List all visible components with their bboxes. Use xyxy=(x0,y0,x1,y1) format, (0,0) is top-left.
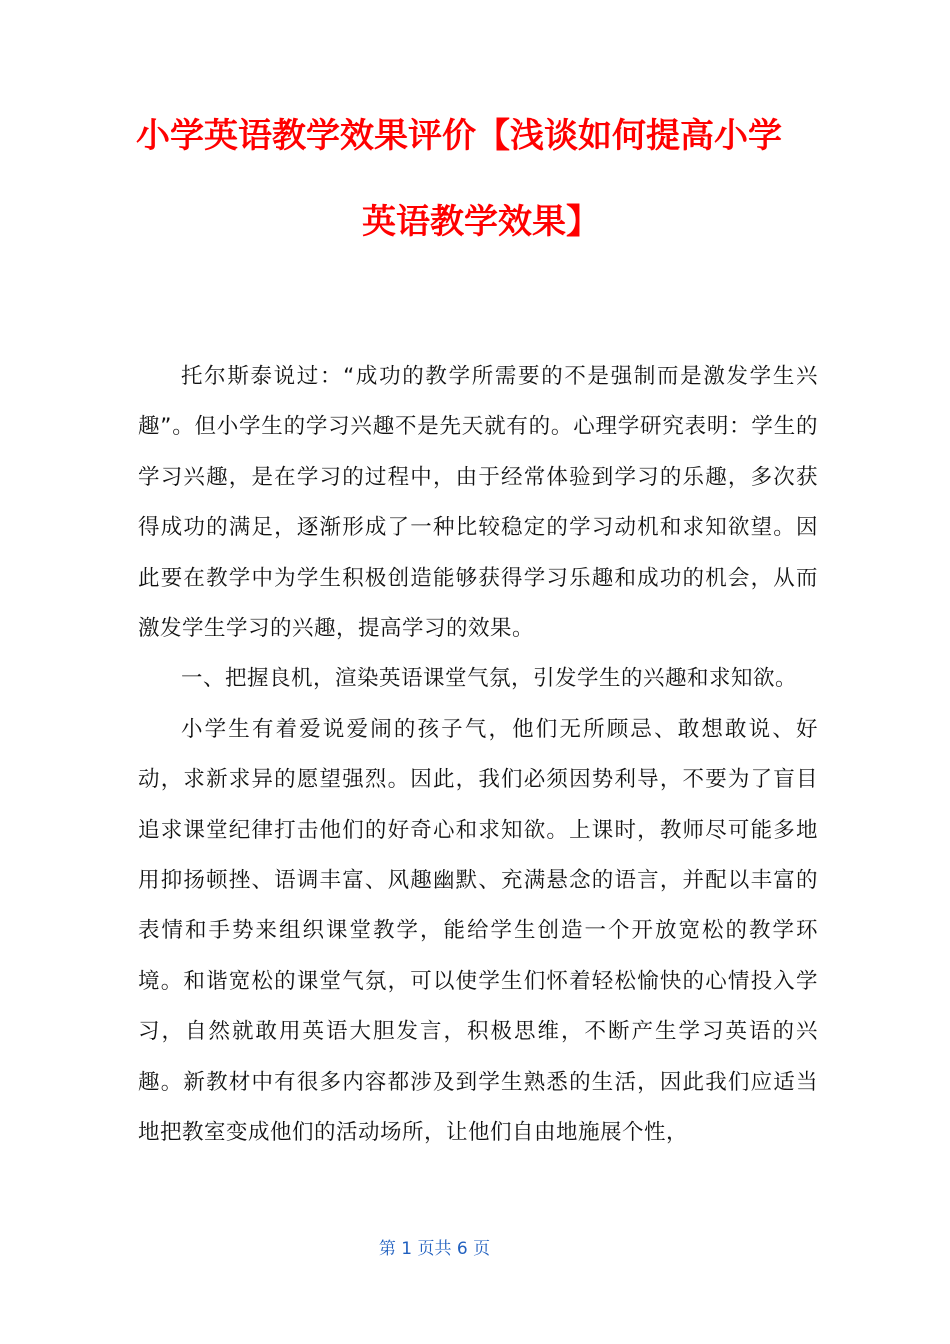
paragraph-intro: 托尔斯泰说过：“成功的教学所需要的不是强制而是激发学生兴趣”。但小学生的学习兴趣不是先天就有的。心理学研究表明：学生的学习兴趣，是在学习的过程中，由于经常体验到学习的乐趣，多次获得成功的满足，逐渐形成了一种比较稳定的学习动机和求知欲望。因此要在教学中为学生积极创造能够获得学习乐趣和成功的机会，从而激发学生学习的兴趣，提高学习的效果。 xyxy=(138,364,818,642)
document-title xyxy=(136,110,826,248)
page-footer: 第 1 页共 6 页 xyxy=(378,1239,491,1259)
title-line-2: 英语教学效果】 xyxy=(362,202,600,242)
document-body xyxy=(138,352,818,1159)
paragraph-section-1: 小学生有着爱说爱闹的孩子气，他们无所顾忌、敢想敢说、好动，求新求异的愿望强烈。因此，我们必须因势利导，不要为了盲目追求课堂纪律打击他们的好奇心和求知欲。上课时，教师尽可能多地用抑扬顿挫、语调丰富、风趣幽默、充满悬念的语言，并配以丰富的表情和手势来组织课堂教学，能给学生创造一个开放宽松的教学环境。和谐宽松的课堂气氛，可以使学生们怀着轻松愉快的心情投入学习，自然就敢用英语大胆发言，积极思维，不断产生学习英语的兴趣。新教材中有很多内容都涉及到学生熟悉的生活，因此我们应适当地把教室变成他们的活动场所，让他们自由地施展个性， xyxy=(138,716,818,1146)
title-line-1: 小学英语教学效果评价【浅谈如何提高小学 xyxy=(136,116,782,156)
section-heading-1: 一、把握良机，渲染英语课堂气氛，引发学生的兴趣和求知欲。 xyxy=(181,666,798,692)
